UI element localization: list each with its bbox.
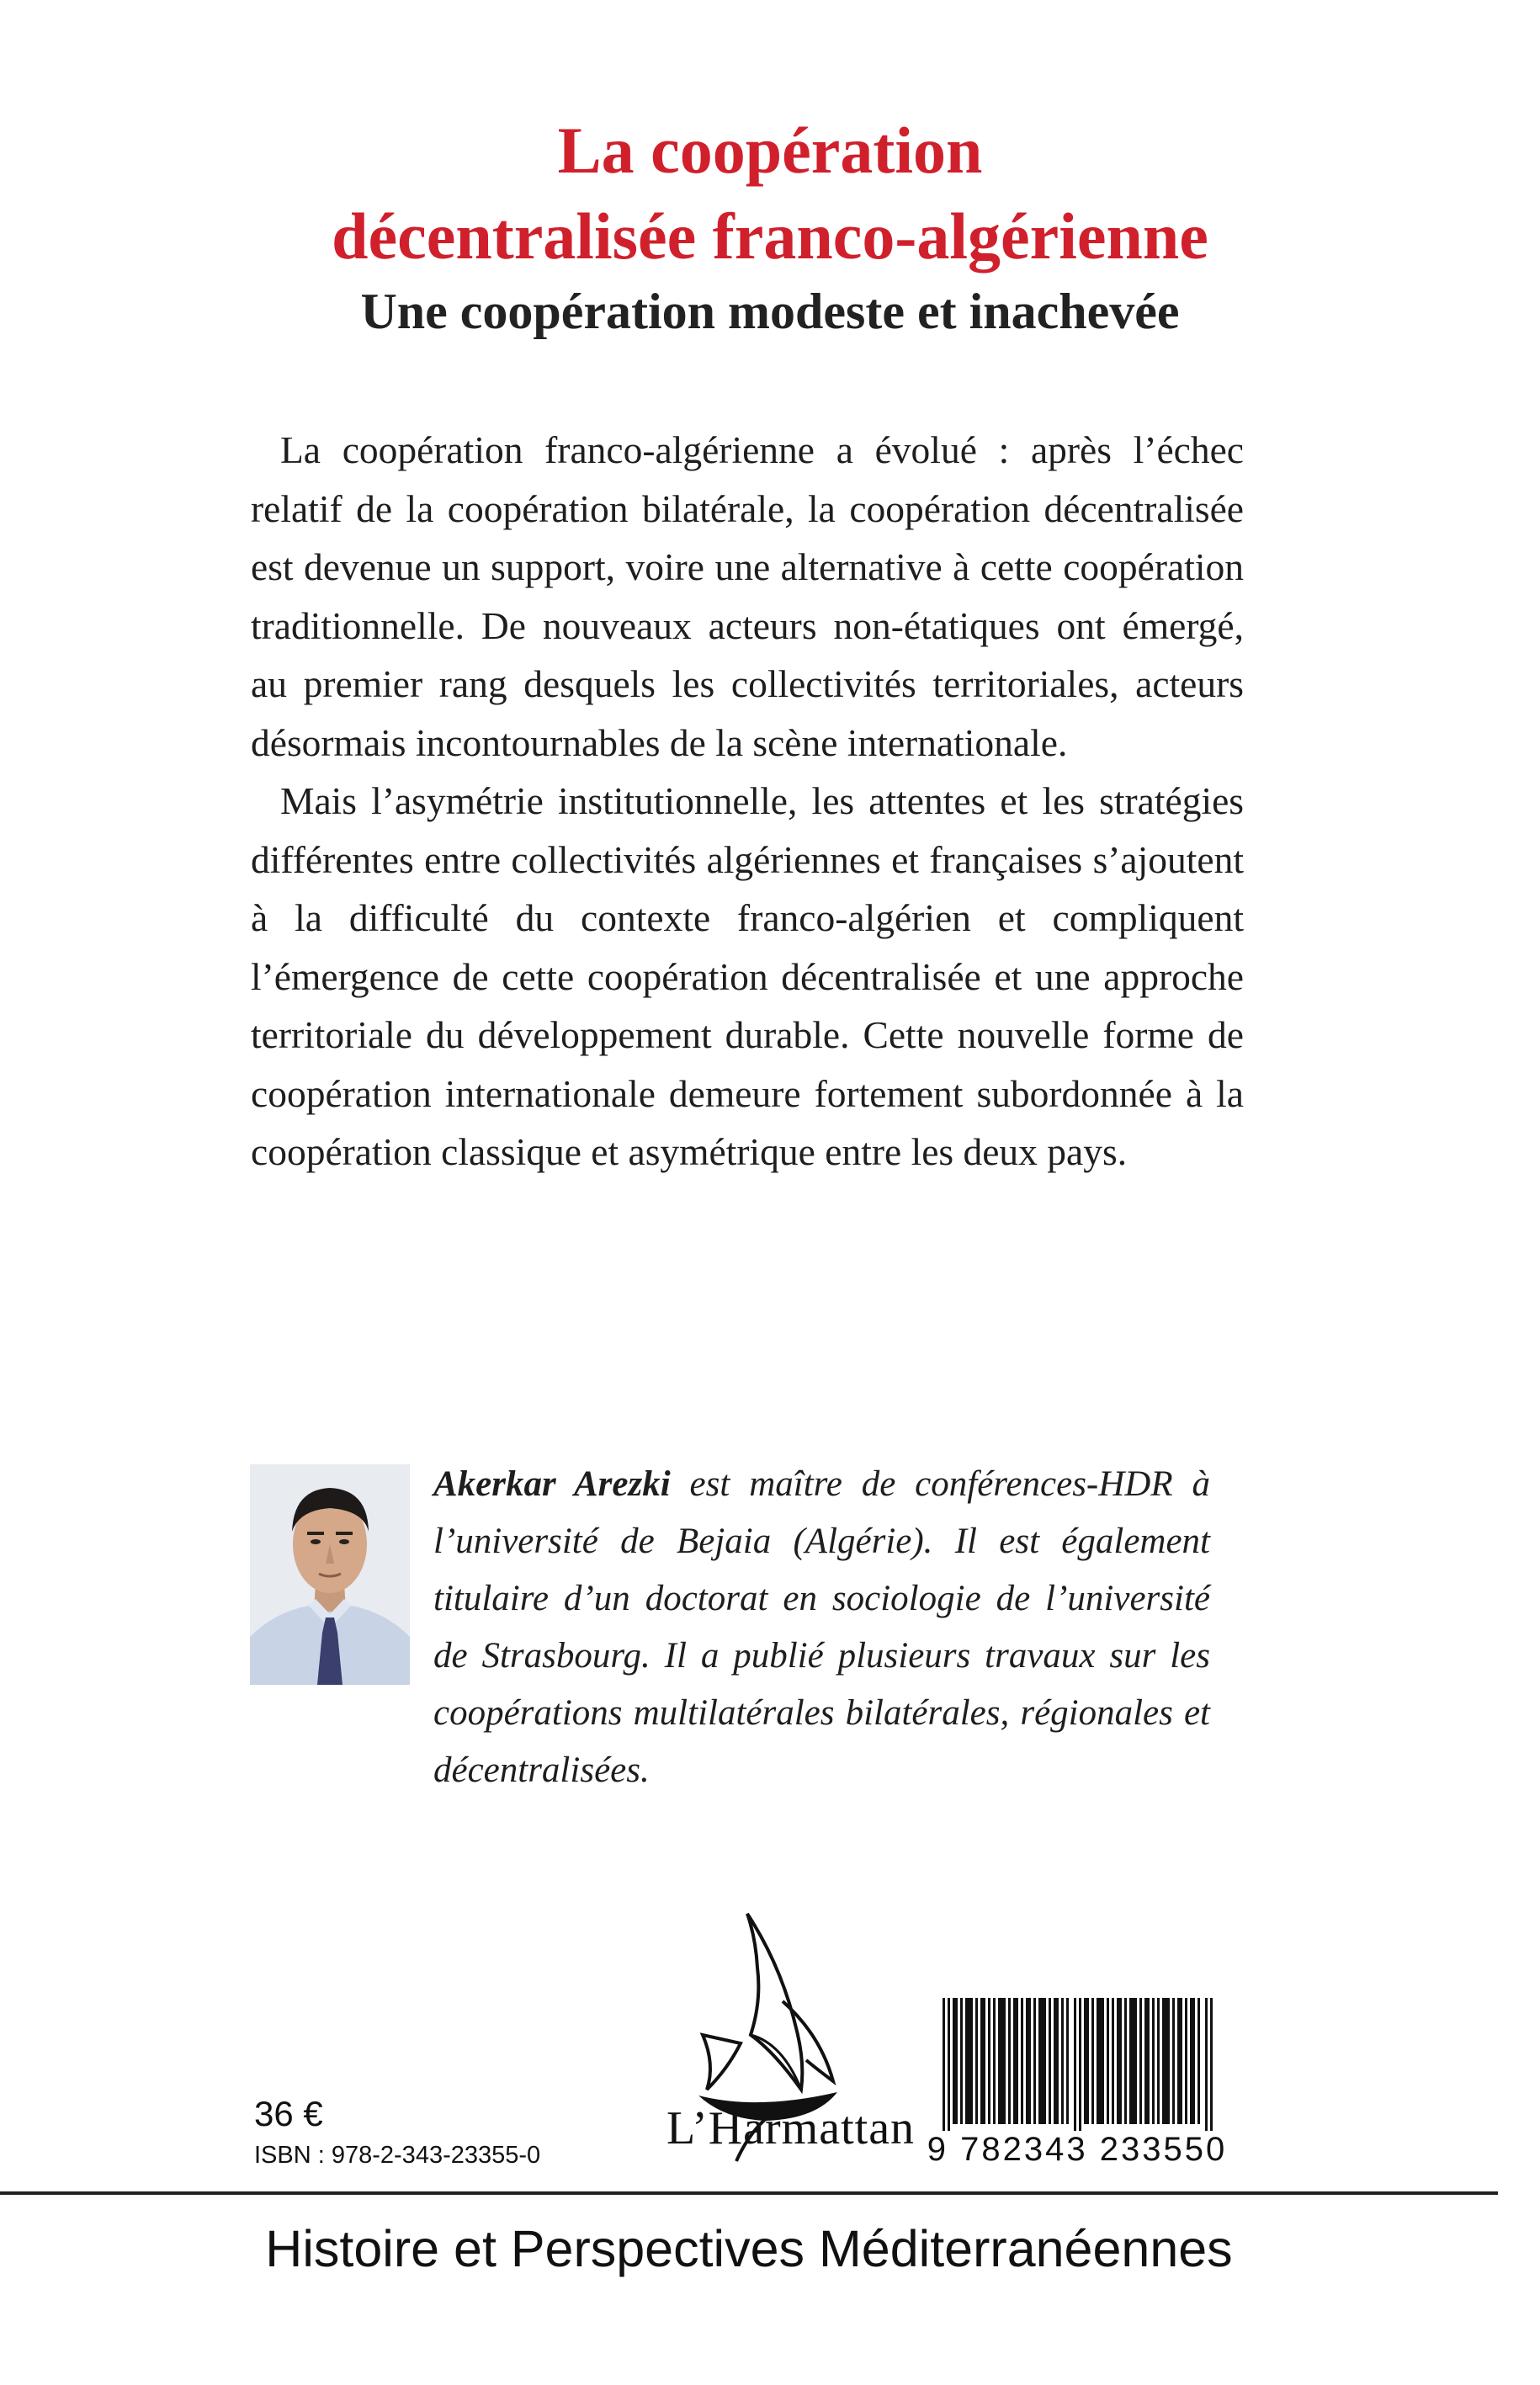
series-name: Histoire et Perspectives Méditerranéennes [265,2220,1233,2277]
price: 36 € [254,2094,323,2133]
book-subtitle: Une coopération modeste et inachevée [360,284,1180,339]
book-title-line-1: La coopération [557,114,983,187]
summary-paragraph-1: La coopération franco-algérienne a évolué : après l’échec relatif de la coopération bilatérale, la coopération décentralisée est devenue un support, voire une alternative à cette coopération traditionnelle. De nouveaux acteurs non-étatiques ont émergé, au premier rang desquels les collectivités territoriales, acteurs désormais incontournables de la scène internationale. [251,428,1244,764]
divider-line [0,2191,1498,2195]
author-biography [433,1456,1210,1799]
book-title [0,108,1540,279]
author-photo [250,1464,410,1685]
book-title-line-2: décentralisée franco-algérienne [332,199,1208,273]
publisher-name: L’Harmattan [666,2102,916,2154]
barcode-digits: 9 782343 233550 [927,2131,1228,2168]
back-cover-summary [251,421,1244,1182]
author-bio-text: est maître de conférences-HDR à l’université de Bejaia (Algérie). Il est également titulaire d’un doctorat en sociologie de l’université de Strasbourg. Il a publié plusieurs travaux sur les coopérations multilatérales bilatérales, régionales et décentralisées. [433,1464,1210,1790]
author-name: Akerkar Arezki [433,1464,671,1504]
summary-paragraph-2: Mais l’asymétrie institutionnelle, les attentes et les stratégies différentes entre collectivités algériennes et françaises s’ajoutent à la difficulté du contexte franco-algérien et compliquent l’émergence de cette coopération décentralisée et une approche territoriale du développement durable. Cette nouvelle forme de coopération internationale demeure fortement subordonnée à la coopération classique et asymétrique entre les deux pays. [251,779,1244,1173]
isbn: ISBN : 978-2-343-23355-0 [254,2142,541,2169]
